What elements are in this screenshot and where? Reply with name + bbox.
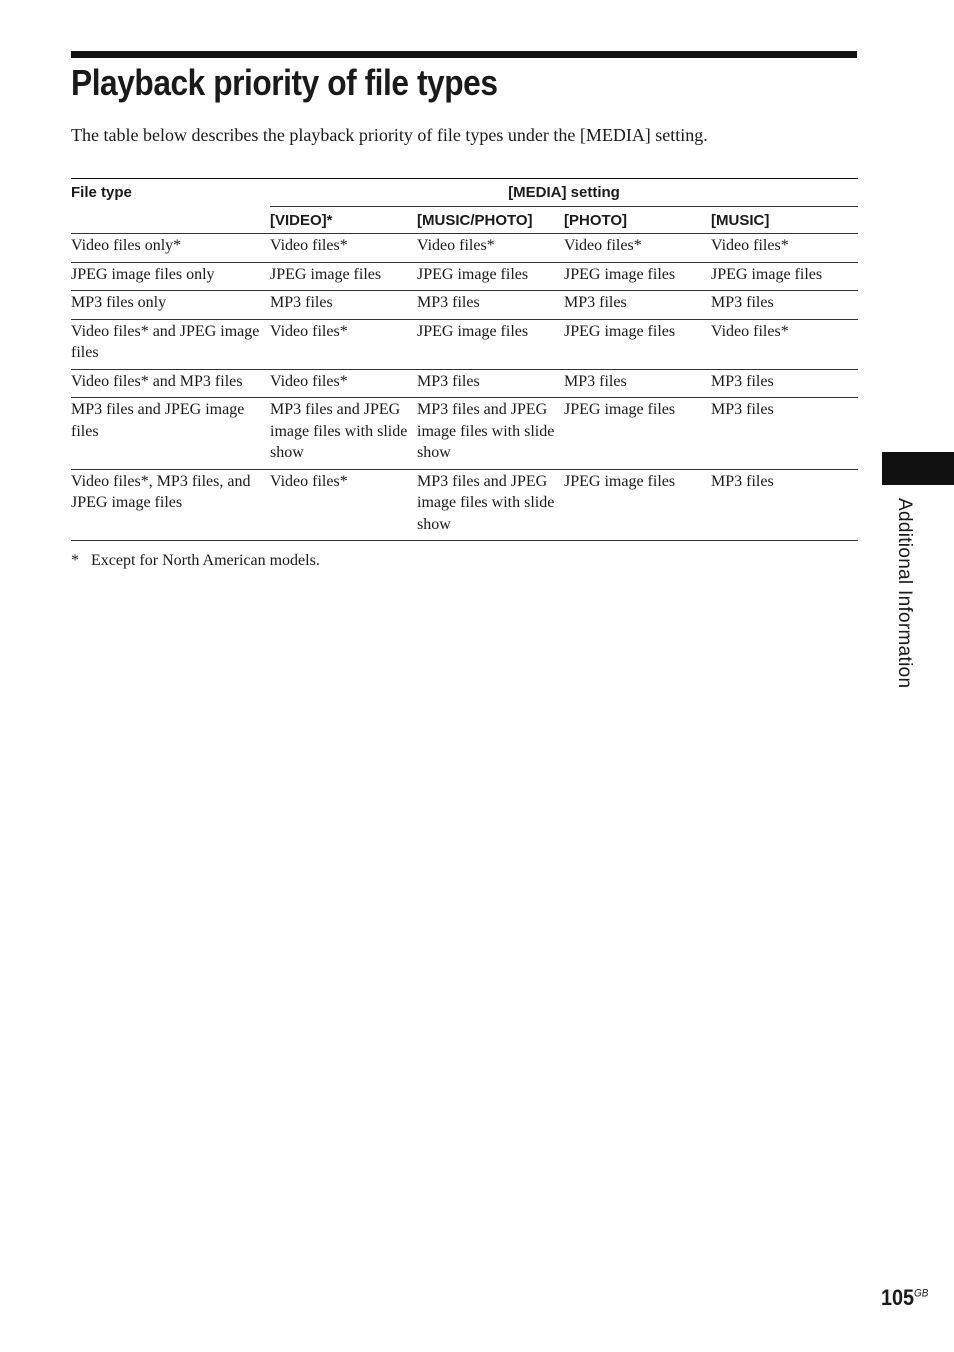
video-cell: MP3 files and JPEG image files with slide show [270, 398, 417, 470]
file-type-cell: JPEG image files only [71, 262, 270, 291]
photo-cell: JPEG image files [564, 398, 711, 470]
table-row [71, 291, 858, 320]
column-header-music-photo: [MUSIC/PHOTO] [417, 206, 564, 234]
table-row [71, 319, 858, 369]
file-type-header: File type [71, 179, 270, 207]
intro-paragraph: The table below describes the playback priority of file types under the [MEDIA] setting. [71, 125, 708, 145]
page-number-suffix: GB [914, 1287, 929, 1300]
header-blank-cell [71, 206, 270, 234]
table-row [71, 369, 858, 398]
page-number [881, 1285, 928, 1311]
column-header-photo: [PHOTO] [564, 206, 711, 234]
table-row [71, 262, 858, 291]
file-type-cell: MP3 files and JPEG image files [71, 398, 270, 470]
title-rule [71, 51, 857, 58]
music-cell: MP3 files [711, 291, 858, 320]
table-row [71, 469, 858, 541]
video-cell: MP3 files [270, 291, 417, 320]
video-cell: Video files* [270, 469, 417, 541]
music-photo-cell: MP3 files [417, 291, 564, 320]
music-cell: JPEG image files [711, 262, 858, 291]
music-cell: MP3 files [711, 369, 858, 398]
music-photo-cell: Video files* [417, 234, 564, 263]
playback-priority-table [71, 178, 858, 541]
table-row [71, 398, 858, 470]
table-header-row [71, 179, 858, 207]
footnote-marker: * [71, 552, 79, 569]
video-cell: JPEG image files [270, 262, 417, 291]
column-header-music: [MUSIC] [711, 206, 858, 234]
music-cell: MP3 files [711, 398, 858, 470]
music-photo-cell: MP3 files [417, 369, 564, 398]
video-cell: Video files* [270, 319, 417, 369]
video-cell: Video files* [270, 234, 417, 263]
music-photo-cell: JPEG image files [417, 319, 564, 369]
section-label: Additional Information [894, 498, 915, 689]
photo-cell: JPEG image files [564, 319, 711, 369]
music-photo-cell: MP3 files and JPEG image files with slide show [417, 398, 564, 470]
video-cell: Video files* [270, 369, 417, 398]
music-cell: Video files* [711, 234, 858, 263]
page-title: Playback priority of file types [71, 62, 498, 103]
footnote-text: Except for North American models. [91, 552, 320, 569]
photo-cell: JPEG image files [564, 469, 711, 541]
file-type-cell: Video files* and MP3 files [71, 369, 270, 398]
music-cell: Video files* [711, 319, 858, 369]
file-type-cell: Video files only* [71, 234, 270, 263]
footnote [71, 551, 320, 571]
table-subheader-row [71, 206, 858, 234]
media-setting-header: [MEDIA] setting [270, 179, 858, 207]
photo-cell: MP3 files [564, 369, 711, 398]
column-header-video: [VIDEO]* [270, 206, 417, 234]
music-photo-cell: MP3 files and JPEG image files with slide show [417, 469, 564, 541]
photo-cell: MP3 files [564, 291, 711, 320]
file-type-cell: Video files*, MP3 files, and JPEG image files [71, 469, 270, 541]
music-cell: MP3 files [711, 469, 858, 541]
photo-cell: Video files* [564, 234, 711, 263]
file-type-cell: Video files* and JPEG image files [71, 319, 270, 369]
file-type-cell: MP3 files only [71, 291, 270, 320]
photo-cell: JPEG image files [564, 262, 711, 291]
section-tab-marker [882, 452, 954, 485]
page-number-value: 105 [881, 1285, 915, 1310]
table-row [71, 234, 858, 263]
music-photo-cell: JPEG image files [417, 262, 564, 291]
